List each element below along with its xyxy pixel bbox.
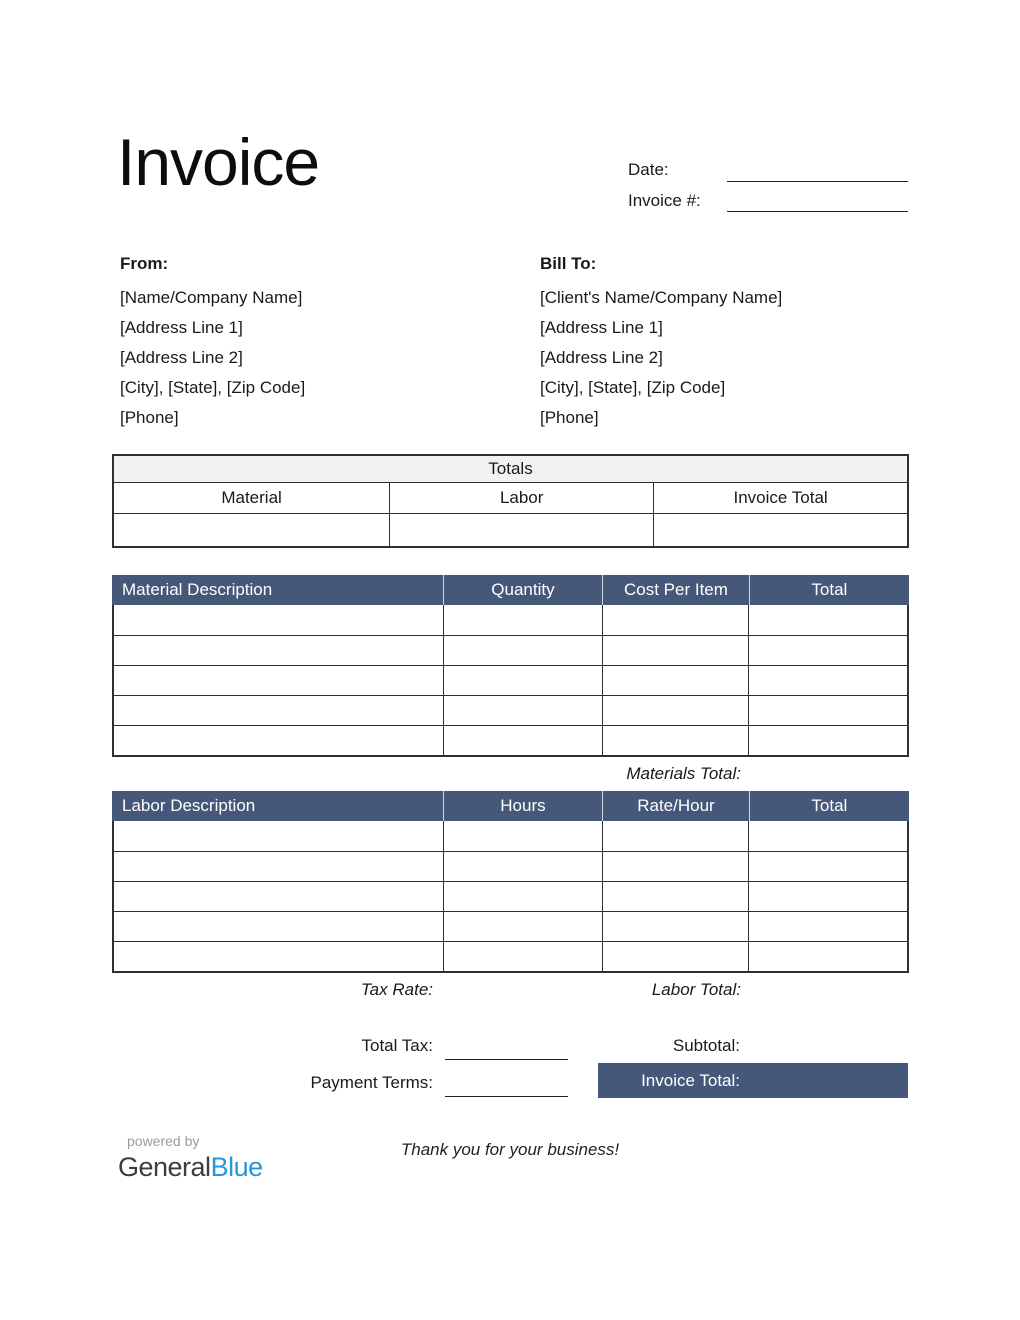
totals-col-invoice-total: Invoice Total xyxy=(653,483,907,513)
tax-rate-label: Tax Rate: xyxy=(360,980,433,999)
table-row xyxy=(114,725,907,755)
from-address-1[interactable]: [Address Line 1] xyxy=(120,318,243,337)
materials-cell[interactable] xyxy=(748,605,907,635)
labor-cell[interactable] xyxy=(748,821,907,851)
labor-cell[interactable] xyxy=(602,912,748,941)
table-row xyxy=(114,695,907,725)
labor-cell[interactable] xyxy=(114,882,443,911)
materials-cell[interactable] xyxy=(443,636,602,665)
totals-summary-table xyxy=(112,454,909,548)
brand-blue-text: Blue xyxy=(210,1152,263,1182)
labor-cell[interactable] xyxy=(114,942,443,971)
totals-value-row xyxy=(114,514,907,546)
labor-header-row xyxy=(112,791,909,821)
from-phone[interactable]: [Phone] xyxy=(120,408,179,427)
materials-cell[interactable] xyxy=(602,726,748,755)
materials-cell[interactable] xyxy=(114,696,443,725)
materials-header-row xyxy=(112,575,909,605)
table-row xyxy=(114,911,907,941)
materials-cell[interactable] xyxy=(748,726,907,755)
from-address-2[interactable]: [Address Line 2] xyxy=(120,348,243,367)
bill-to-phone[interactable]: [Phone] xyxy=(540,408,599,427)
materials-cell[interactable] xyxy=(114,605,443,635)
materials-cell[interactable] xyxy=(602,696,748,725)
labor-total-label: Labor Total: xyxy=(651,980,741,999)
subtotal-label: Subtotal: xyxy=(672,1036,740,1055)
table-row xyxy=(114,941,907,971)
materials-cell[interactable] xyxy=(602,605,748,635)
powered-by-text: powered by xyxy=(127,1133,200,1149)
totals-invoice-total-value-cell[interactable] xyxy=(653,514,907,546)
date-label: Date: xyxy=(628,160,669,179)
general-blue-logo xyxy=(118,1152,263,1183)
labor-cell[interactable] xyxy=(443,882,602,911)
labor-cell[interactable] xyxy=(602,852,748,881)
materials-cell[interactable] xyxy=(602,666,748,695)
materials-col-total: Total xyxy=(749,575,909,605)
labor-col-hours: Hours xyxy=(443,791,602,821)
labor-cell[interactable] xyxy=(114,821,443,851)
totals-table-title: Totals xyxy=(114,456,907,483)
total-tax-label: Total Tax: xyxy=(361,1036,433,1055)
labor-cell[interactable] xyxy=(443,912,602,941)
materials-cell[interactable] xyxy=(748,696,907,725)
totals-header-row xyxy=(114,483,907,514)
materials-table-body xyxy=(112,605,909,757)
materials-col-cost-per-item: Cost Per Item xyxy=(602,575,749,605)
materials-cell[interactable] xyxy=(748,636,907,665)
labor-col-description: Labor Description xyxy=(122,796,256,815)
materials-cell[interactable] xyxy=(443,696,602,725)
labor-col-total: Total xyxy=(749,791,909,821)
invoice-number-label: Invoice #: xyxy=(628,191,701,210)
bill-to-name[interactable]: [Client's Name/Company Name] xyxy=(540,288,783,307)
date-input-line[interactable] xyxy=(727,181,908,182)
labor-table-body xyxy=(112,821,909,973)
bill-to-label: Bill To: xyxy=(540,254,597,273)
materials-table xyxy=(112,575,909,757)
totals-labor-value-cell[interactable] xyxy=(389,514,653,546)
table-row xyxy=(114,821,907,851)
labor-cell[interactable] xyxy=(602,882,748,911)
materials-cell[interactable] xyxy=(602,636,748,665)
labor-cell[interactable] xyxy=(748,942,907,971)
materials-cell[interactable] xyxy=(748,666,907,695)
materials-col-quantity: Quantity xyxy=(443,575,602,605)
invoice-number-input-line[interactable] xyxy=(727,211,908,212)
materials-cell[interactable] xyxy=(114,726,443,755)
labor-cell[interactable] xyxy=(443,821,602,851)
totals-material-value-cell[interactable] xyxy=(114,514,389,546)
materials-cell[interactable] xyxy=(443,726,602,755)
labor-cell[interactable] xyxy=(748,852,907,881)
labor-cell[interactable] xyxy=(114,912,443,941)
brand-general-text: General xyxy=(118,1152,211,1182)
table-row xyxy=(114,605,907,635)
invoice-total-label: Invoice Total: xyxy=(641,1070,740,1090)
bill-to-city-state-zip[interactable]: [City], [State], [Zip Code] xyxy=(540,378,726,397)
materials-col-description: Material Description xyxy=(122,580,273,599)
labor-cell[interactable] xyxy=(443,852,602,881)
page-title: Invoice xyxy=(117,125,320,199)
invoice-total-bar xyxy=(598,1063,908,1098)
total-tax-input-line[interactable] xyxy=(445,1059,568,1060)
materials-cell[interactable] xyxy=(443,605,602,635)
from-name[interactable]: [Name/Company Name] xyxy=(120,288,303,307)
labor-cell[interactable] xyxy=(748,882,907,911)
labor-col-rate-hour: Rate/Hour xyxy=(602,791,749,821)
from-section xyxy=(120,254,480,433)
materials-cell[interactable] xyxy=(114,666,443,695)
labor-cell[interactable] xyxy=(748,912,907,941)
table-row xyxy=(114,851,907,881)
labor-cell[interactable] xyxy=(602,942,748,971)
bill-to-section xyxy=(540,254,900,433)
totals-col-material: Material xyxy=(221,488,282,507)
labor-cell[interactable] xyxy=(114,852,443,881)
materials-cell[interactable] xyxy=(114,636,443,665)
bill-to-address-1[interactable]: [Address Line 1] xyxy=(540,318,663,337)
labor-cell[interactable] xyxy=(602,821,748,851)
table-row xyxy=(114,665,907,695)
totals-col-labor: Labor xyxy=(389,483,653,513)
table-row xyxy=(114,881,907,911)
table-row xyxy=(114,635,907,665)
thank-you-message: Thank you for your business! xyxy=(400,1140,620,1159)
labor-table xyxy=(112,791,909,973)
payment-terms-label: Payment Terms: xyxy=(310,1073,433,1092)
from-label: From: xyxy=(120,254,169,273)
from-city-state-zip[interactable]: [City], [State], [Zip Code] xyxy=(120,378,306,397)
materials-cell[interactable] xyxy=(443,666,602,695)
payment-terms-input-line[interactable] xyxy=(445,1096,568,1097)
materials-total-label: Materials Total: xyxy=(626,764,741,783)
bill-to-address-2[interactable]: [Address Line 2] xyxy=(540,348,663,367)
labor-cell[interactable] xyxy=(443,942,602,971)
